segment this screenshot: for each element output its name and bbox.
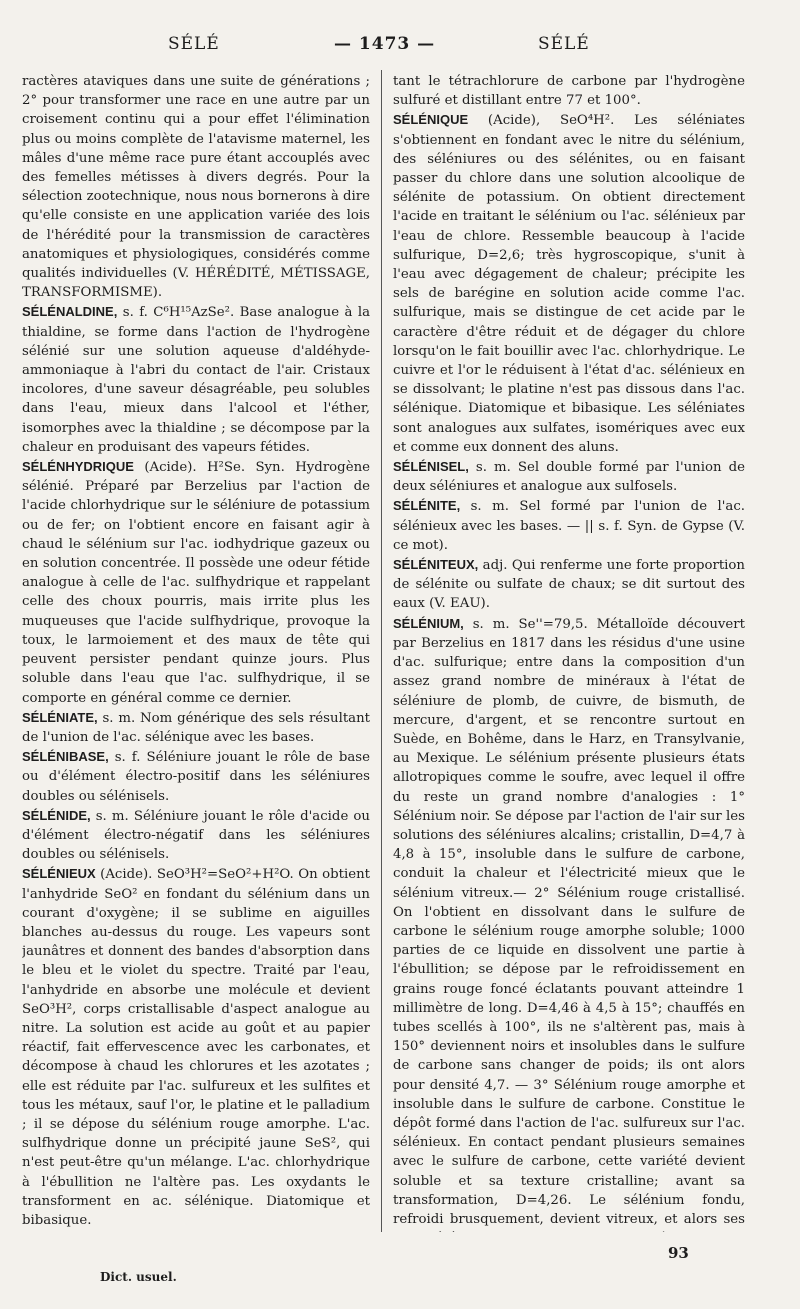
entry-text: s. m. Séléniure jouant le rôle d'acide ou d'élément électro-négatif dans les séléniures doubles ou sélénisels. [22,808,370,863]
dictionary-entry [22,708,370,747]
dictionary-entry [22,864,370,1230]
dictionary-entry [393,614,745,1232]
entry-headword: SÉLÉNHYDRIQUE [22,459,134,475]
column-divider [381,70,382,1232]
page-header [0,34,800,68]
right-column [393,72,745,1232]
entry-headword: SÉLÉNIUM, [393,615,464,631]
entry-headword: SÉLÉNALDINE, [22,304,118,320]
entry-text: s. m. Sel formé par l'union de l'ac. sélénieux avec les bases. — || s. f. Syn. de Gypse (V. ce mot). [393,499,745,553]
entry-text: adj. Qui renferme une forte proportion de sélénite ou sulfate de chaux; se dit surtout des eaux (V. EAU). [393,558,745,612]
left-running-head: SÉLÉ [168,34,220,54]
signature-number: 93 [668,1244,689,1262]
dictionary-entry [393,110,745,457]
dictionary-entry [22,302,370,457]
entry-text: ractères ataviques dans une suite de générations ; 2° pour transformer une race en une autre par un croisement continu qui a pour effet l'élimination plus ou moins complète de l'atavisme maternel, les mâles d'une même race pure étant accouplés avec des femelles métisses à divers degrés. Pour la sélection zootechnique, nous nous bornerons à dire qu'elle consiste en une application variée des lois de l'hérédité pour la transmission de caractères anatomiques et physiologiques, considérés comme qualités individuelles (V. HÉRÉDITÉ, MÉTISSAGE, TRANSFORMISME). [22,74,370,301]
dictionary-entry [22,72,370,302]
entry-text: s. m. Se''=79,5. Métalloïde découvert par Berzelius en 1817 dans les résidus d'une usine d'ac. sulfurique; entre dans la composition d'un assez grand nombre de minéraux à l'état de séléniure de plomb, de cuivre, de bismuth, de mercure, d'argent, et se rencontre surtout en Suède, en Bohême, dans le Harz, en Transylvanie, au Mexique. Le sélénium présente plusieurs états allotropiques comme le soufre, avec lequel il offre du reste un grand nombre d'analogies : 1° Sélénium noir. Se dépose par l'action de l'air sur les solutions des séléniures alcalins; cristallin, D=4,7 à 4,8 à 15°, insoluble dans le sulfure de carbone, conduit la chaleur et l'électricité mieux que le sélénium vitreux.— 2° Sélénium rouge cristallisé. On l'obtient en dissolvant dans le sulfure de carbone le sélénium rouge amorphe soluble; 1000 parties de ce liquide en dissolvent une partie à l'ébullition; se dépose par le refroidissement en grains rouge foncé éclatants pouvant atteindre 1 millimètre de long. D=4,46 à 4,5 à 15°; chauffés en tubes scellés à 100°, ils ne s'altèrent pas, mais à 150° deviennent noirs et insolubles dans le sulfure de carbone sans changer de poids; ils ont alors pour densité 4,7. — 3° Sélénium rouge amorphe et insoluble dans le sulfure de carbone. Constitue le dépôt formé dans l'action de l'ac. sulfureux sur l'ac. sélénieux. En contact pendant plusieurs semaines avec le sulfure de carbone, cette variété devient soluble et sa texture cristalline; avant sa transformation, D=4,26. Le sélénium fondu, refroidi brusquement, devient vitreux, et alors ses [393,616,745,1227]
page-number: — 1473 — [334,34,436,54]
dictionary-entry [22,457,370,708]
entry-headword: SÉLÉNIDE, [22,807,91,823]
dictionary-entry [393,72,745,110]
entry-text: s. f. Séléniure jouant le rôle de base ou d'élément électro-positif dans les séléniures doubles ou sélénisels. [22,750,370,804]
entry-headword: SÉLÉNIATE, [22,709,98,725]
dictionary-entry [393,555,745,614]
entry-text: s. m. Sel double formé par l'union de deux séléniures et analogue aux sulfosels. [393,460,745,495]
right-running-head: SÉLÉ [538,34,590,54]
left-column [22,72,370,1232]
entry-headword: SÉLÉNISEL, [393,459,469,475]
dictionary-entry [22,806,370,865]
footer-signature: Dict. usuel. [100,1270,177,1284]
entry-text: (Acide). H²Se. Syn. Hydrogène sélénié. Préparé par Berzelius par l'action de l'acide chlorhydrique sur le séléniure de potassium ou de fer; on l'obtient encore en faisant agir à chaud le sélénium sur l'ac. iodhydrique gazeux ou en solution concentrée. Il possède une odeur fétide analogue à celle de l'ac. sulfhydrique et rappelant celle des choux pourris, mais irrite plus les muqueuses que l'acide sulfhydrique, provoque la toux, le larmoiement et des maux de tête qui peuvent persister pendant quinze jours. Plus soluble dans l'eau que l'ac. sulfhydrique, il se comporte en général comme ce dernier. [22,460,370,706]
dictionary-entry [393,496,745,555]
entry-headword: SÉLÉNIBASE, [22,749,109,765]
entry-text: s. m. Nom générique des sels résultant de l'union de l'ac. sélénique avec les bases. [22,710,370,745]
entry-headword: SÉLÉNITE, [393,498,461,514]
entry-headword: SÉLÉNIEUX [22,866,96,882]
entry-text: (Acide). SeO³H²=SeO²+H²O. On obtient l'anhydride SeO² en fondant du sélénium dans un courant d'oxygène; il se sublime en aiguilles blanches au-dessus du rouge. Les vapeurs sont jaunâtres et donnent des bandes d'absorption dans le bleu et le violet du spectre. Traité par l'eau, l'anhydride en absorbe une molécule et devient SeO³H², corps cristallisable d'aspect analogue au nitre. La solution est acide au goût et au papier réactif, fait effervescence avec les carbonates, et décompose à chaud les chlorures et les azotates ; elle est réduite par l'ac. sulfureux et les sulfites et tous les métaux, sauf l'or, le platine et le palladium ; il se dépose du sélénium rouge amorphe. L'ac. sulfhydrique donne un précipité jaune SeS², qui n'est peut-être qu'un mélange. L'ac. chlorhydrique à l'ébullition ne l'altère pas. Les oxydants le transforment en ac. sélénique. Diatomique et bibasique. [22,867,370,1228]
entry-text: tant le tétrachlorure de carbone par l'hydrogène sulfuré et distillant entre 77 et 100°. [393,74,745,109]
dictionary-entry [22,1230,370,1232]
entry-text: s. f. C⁶H¹⁵AzSe². Base analogue à la thialdine, se forme dans l'action de l'hydrogène sélénié sur une solution aqueuse d'aldéhyde-ammoniaque à l'abri du contact de l'air. Cristaux incolores, d'une saveur désagréable, peu solubles dans l'eau, mieux dans l'alcool et l'éther, isomorphes avec la thialdine ; se décompose par la chaleur en produisant des vapeurs fétides. [22,305,370,455]
dictionary-entry [393,457,745,496]
dictionary-entry [22,747,370,806]
entry-headword: SÉLÉNIQUE [393,112,469,128]
entry-text: (Acide), SeO⁴H². Les séléniates s'obtiennent en fondant avec le nitre du sélénium, des séléniures ou des sélénites, ou en faisant passer du chlore dans une solution alcoolique de sélénite de potassium. On obtient directement l'acide en traitant le sélénium ou l'ac. sélénieux par l'eau de chlore. Ressemble beaucoup à l'acide sulfurique, D=2,6; très hygroscopique, s'unit à l'eau avec dégagement de chaleur; précipite les sels de barégine en solution acide comme l'ac. sulfurique, mais se distingue de cet acide par le caractère d'être réduit et de dégager du chlore lorsqu'on le fait bouillir avec l'ac. chlorhydrique. Le cuivre et l'or le réduisent à l'état d'ac. sélénieux en se dissolvant; le platine n'est pas dissous dans l'ac. sélénique. Diatomique et bibasique. Les séléniates sont analogues aux sulfates, isomériques avec eux et comme eux donnent des aluns. [393,113,745,455]
entry-headword: SÉLÉNITEUX, [393,557,479,573]
